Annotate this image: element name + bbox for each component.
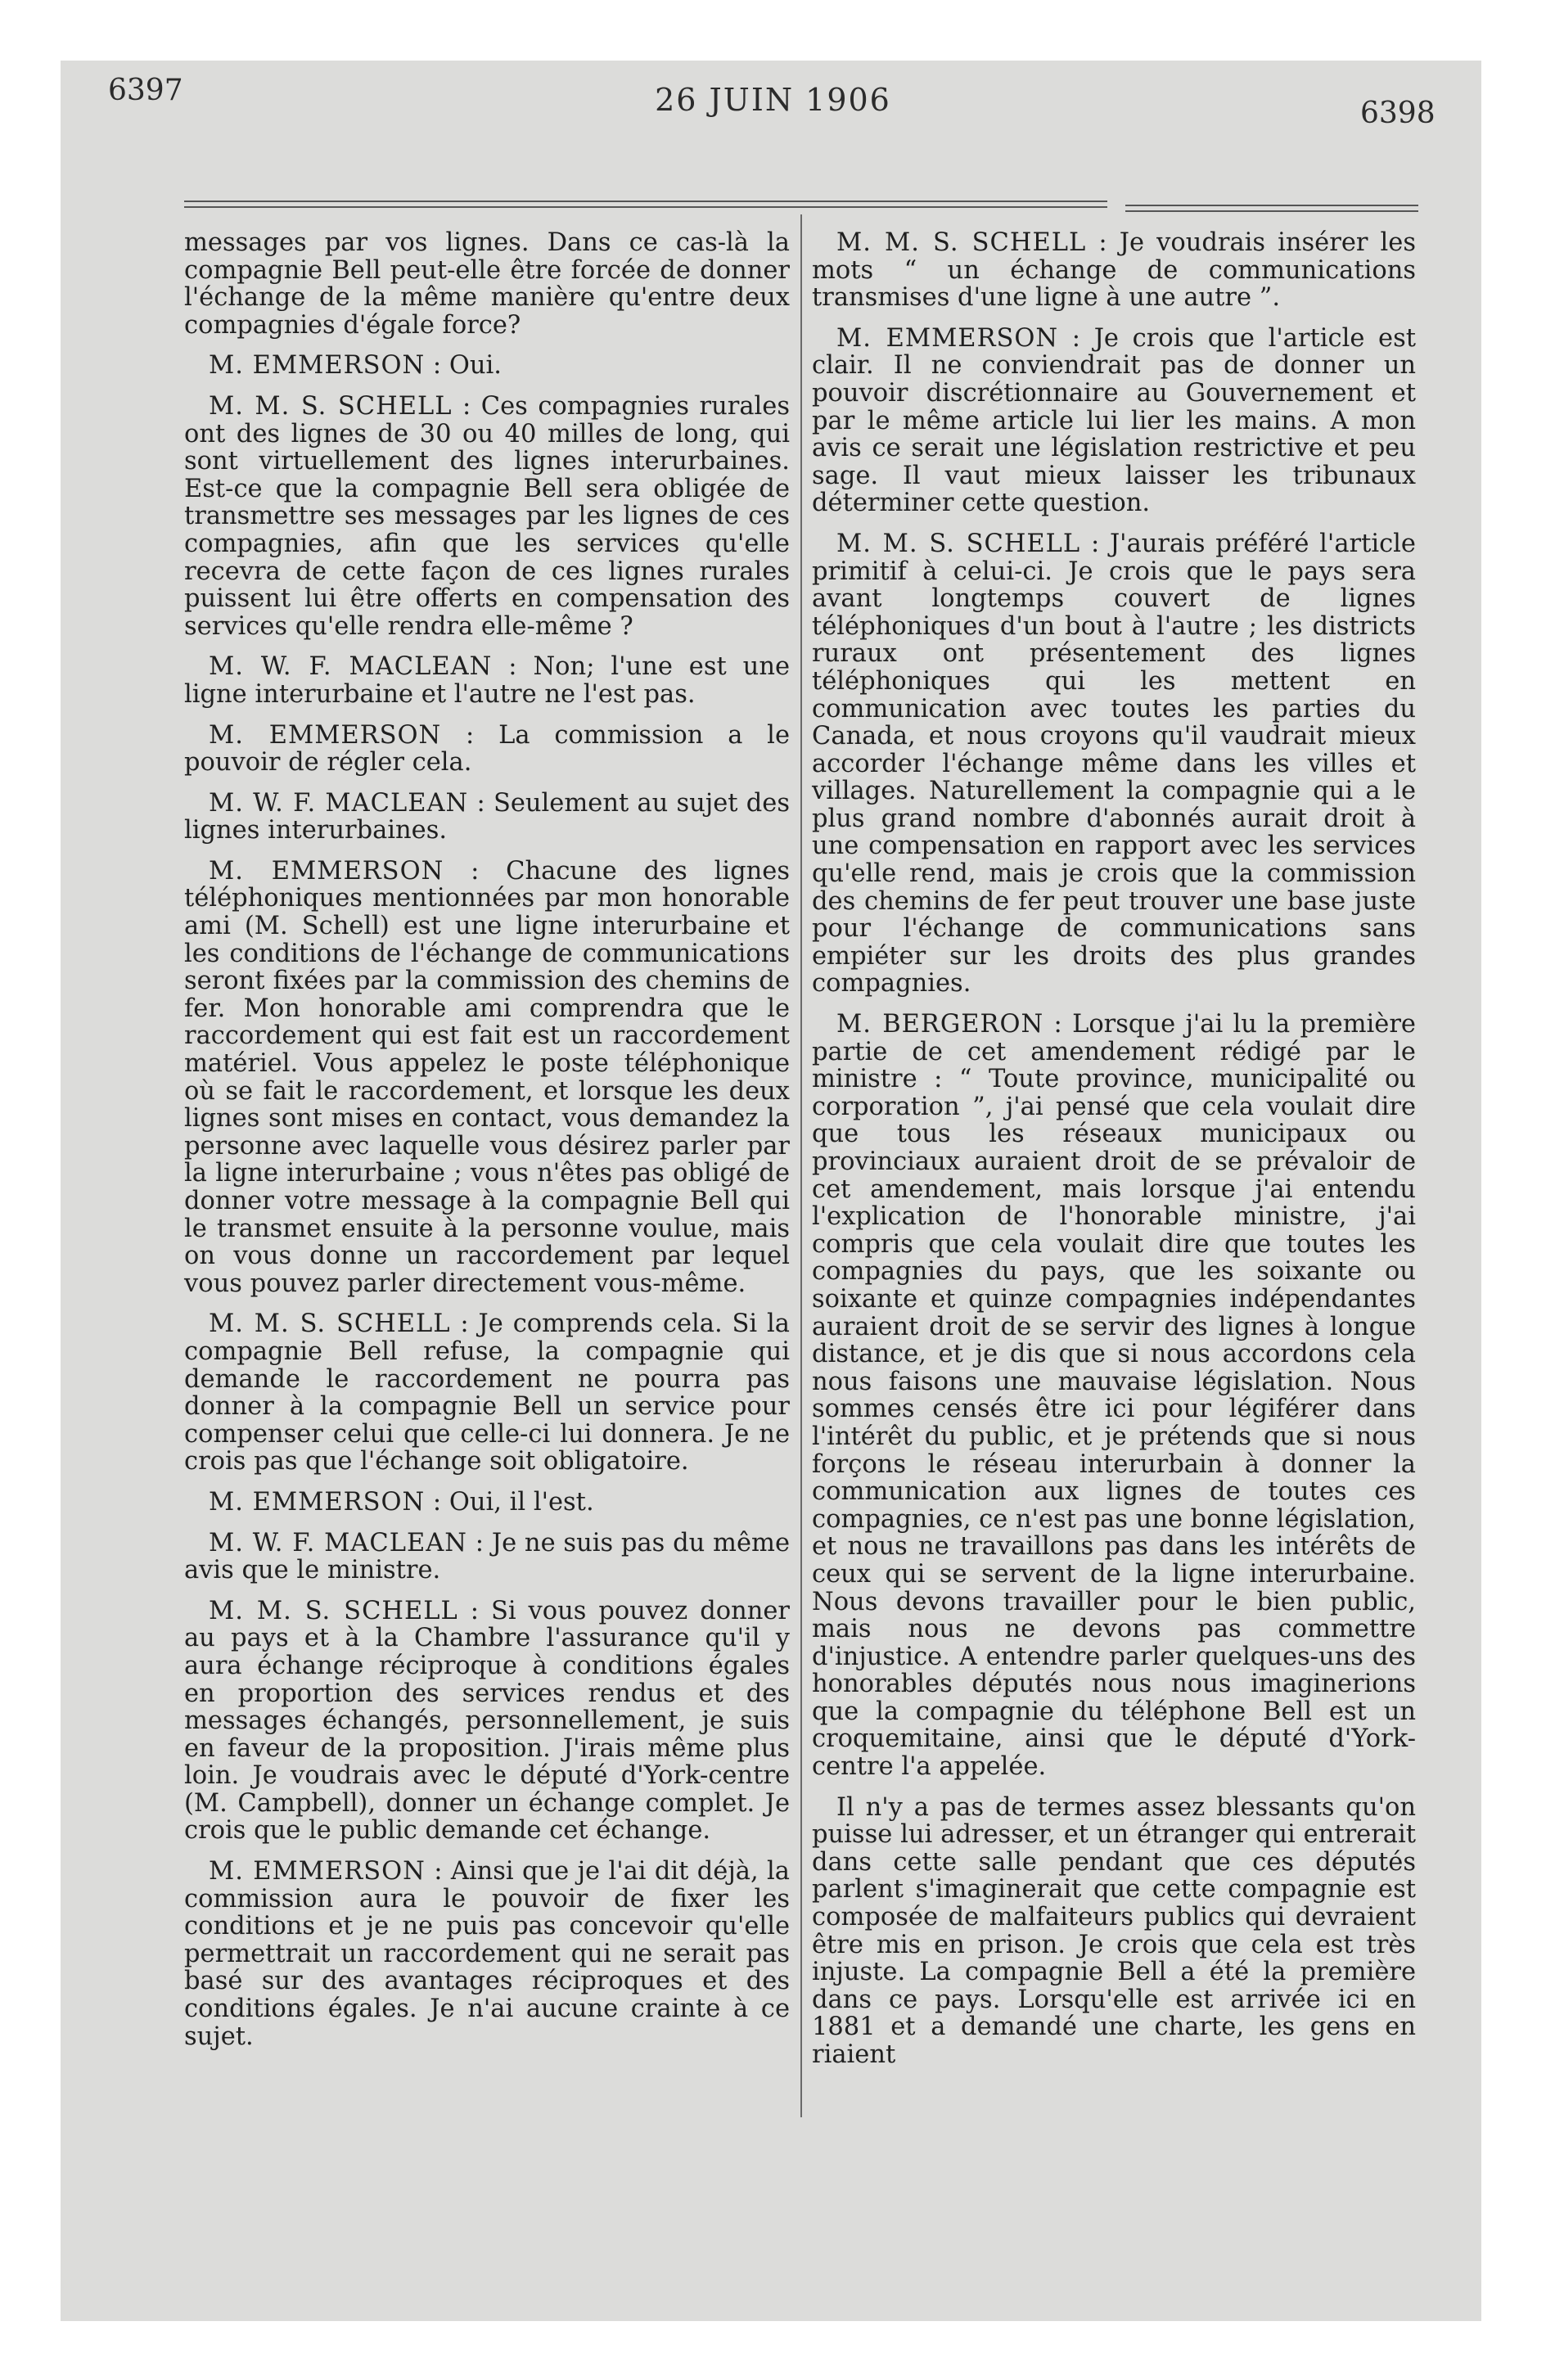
paragraph [812,530,1416,998]
paragraph [812,1794,1416,2069]
paragraph-text: Il n'y a pas de termes assez blessants qu'on puisse lui adresser, et un étranger qui entrerait dans cette salle pendant que ces députés parlent s'imaginerait que cette compagnie est composée de malfaiteurs publics qui devraient être mis en prison. Je crois que cela est très injuste. La compagnie Bell a été la première dans ce pays. Lorsqu'elle est arrivée ici en 1881 et a demandé une charte, les gens en riaient [812,1792,1416,2069]
paragraph [184,1489,790,1517]
paragraph-text: : Chacune des lignes téléphoniques mentionnées par mon honorable ami (M. Schell) est une ligne interurbaine et les conditions de l'échange de communications seront fixées par la commission des chemins de fer. Mon honorable ami comprendra que le raccordement qui est fait est un raccordement matériel. Vous appelez le poste téléphonique où se fait le raccordement, et lorsque les deux lignes sont mises en contact, vous demandez la personne avec laquelle vous désirez parler par la ligne interurbaine ; vous n'êtes pas obligé de donner votre message à la compagnie Bell qui le transmet ensuite à la personne voulue, mais on vous donne un raccordement par lequel vous pouvez parler directement vous-même. [184,856,790,1298]
paragraph-text: : Ces compagnies rurales ont des lignes de 30 ou 40 milles de long, qui sont virtuellement des lignes interurbaines. Est-ce que la compagnie Bell sera obligée de transmettre ses messages par les lignes de ces compagnies, afin que les services qu'elle recevra de cette façon de ces lignes rurales puissent lui être offerts en compensation des services qu'elle rendra elle-même ? [184,391,790,641]
paragraph-text: : Je voudrais insérer les mots “ un échange de communications transmises d'une ligne à une autre ”. [812,228,1416,313]
paragraph [184,790,790,845]
speaker-name: M. M. S. SCHELL [209,1309,451,1339]
paragraph-text: : Non; l'une est une ligne interurbaine et l'autre ne l'est pas. [184,652,791,709]
paragraph [184,653,790,708]
speaker-name: M. BERGERON [836,1010,1044,1039]
paragraph-text: : La commission a le pouvoir de régler cela. [184,720,790,778]
speaker-name: M. W. F. MACLEAN [209,1528,467,1557]
paragraph-text: : Je ne suis pas du même avis que le ministre. [184,1528,790,1585]
header-rule-left [184,201,1107,208]
left-column [184,229,790,2063]
page-number-right: 6398 [1360,97,1436,130]
page-date: 26 JUIN 1906 [655,82,891,118]
paragraph [184,393,790,640]
paragraph-text: : Si vous pouvez donner au pays et à la Chambre l'assurance qu'il y aura échange réciproque à conditions égales en proportion des services rendus et des messages échangés, personnellement, je suis en faveur de la proposition. J'irais même plus loin. Je voudrais avec le député d'York-centre (M. Campbell), donner un échange complet. Je crois que le public demande cet échange. [184,1596,790,1846]
paragraph-text: : Oui. [432,351,502,381]
speaker-name: M. EMMERSON [209,1857,426,1886]
paragraph [184,1530,790,1584]
speaker-name: M. EMMERSON [209,856,444,886]
speaker-name: M. EMMERSON [836,323,1059,353]
page-number-left: 6397 [108,74,183,107]
column-divider [800,214,802,2117]
paragraph-text: : J'aurais préféré l'article primitif à celui-ci. Je crois que le pays sera avant longtemps couvert de lignes téléphoniques d'un bout à l'autre ; les districts ruraux ont présentement des lignes téléphoniques qui les mettent en communication avec toutes les parties du Canada, et nous croyons qu'il vaudrait mieux accorder l'échange même dans les villes et villages. Naturellement la compagnie qui a le plus grand nombre d'abonnés aurait droit à une compensation en rapport avec les services qu'elle rend, mais je crois que la commission des chemins de fer peut trouver une base juste pour l'échange de communications sans empiéter sur les droits des plus grandes compagnies. [812,529,1416,998]
paragraph-text: : Ainsi que je l'ai dit déjà, la commission aura le pouvoir de fixer les conditions et je ne puis pas concevoir qu'elle permettrait un raccordement qui ne serait pas basé sur des avantages réciproques et des conditions égales. Je n'ai aucune crainte à ce sujet. [184,1857,790,2051]
paragraph-text: : Lorsque j'ai lu la première partie de cet amendement rédigé par le ministre : “ Toute province, municipalité ou corporation ”, j'ai pensé que cela voulait dire que tous les réseaux municipaux ou provinciaux auraient droit de se prévaloir de cet amendement, mais lorsque j'ai entendu l'explication de l'honorable ministre, j'ai compris que cela voulait dire que toutes les compagnies du pays, que les soixante ou soixante et quinze compagnies indépendantes auraient droit de se servir des lignes à longue distance, et je dis que si nous accordons cela nous faisons une mauvaise législation. Nous sommes censés être ici pour légiférer dans l'intérêt du public, et je prétends que si nous forçons le réseau interurbain à donner la communication aux lignes de toutes ces compagnies, ce n'est pas une bonne législation, et nous ne travaillons pas dans les intérêts de ceux qui se servent de la ligne interurbaine. Nous devons travailler pour le bien public, mais nous ne devons pas commettre d'injustice. A entendre parler quelques-uns des honorables députés nous nous imaginerions que la compagnie du téléphone Bell est un croquemitaine, ainsi que le député d'York-centre l'a appelée. [812,1010,1416,1782]
header-rule-right [1125,205,1418,212]
speaker-name: M. M. S. SCHELL [836,529,1081,558]
speaker-name: M. EMMERSON [209,351,426,381]
right-column [812,229,1416,2082]
paragraph [184,352,790,380]
paragraph [812,229,1416,312]
speaker-name: M. M. S. SCHELL [209,391,453,421]
paragraph [812,1011,1416,1781]
paragraph [812,325,1416,517]
speaker-name: M. EMMERSON [209,720,442,750]
speaker-name: M. EMMERSON [209,1487,426,1517]
paragraph-text: : Je comprends cela. Si la compagnie Bell refuse, la compagnie qui demande le raccordement ne pourra pas donner à la compagnie Bell un service pour compenser celui que celle-ci lui donnera. Je ne crois pas que l'échange soit obligatoire. [184,1309,790,1476]
speaker-name: M. M. S. SCHELL [209,1596,458,1625]
paragraph [184,858,790,1298]
paragraph [184,1310,790,1476]
paragraph-text: : Seulement au sujet des lignes interurbaines. [184,788,791,845]
paragraph [184,229,790,339]
speaker-name: M. M. S. SCHELL [836,228,1087,257]
paragraph [184,1598,790,1845]
paragraph-text: : Oui, il l'est. [432,1487,594,1517]
paragraph [184,1858,790,2050]
paragraph-text: messages par vos lignes. Dans ce cas-là la compagnie Bell peut-elle être forcée de donner l'échange de la même manière qu'entre deux compagnies d'égale force? [184,228,790,340]
speaker-name: M. W. F. MACLEAN [209,652,493,682]
speaker-name: M. W. F. MACLEAN [209,788,469,818]
paragraph-text: : Je crois que l'article est clair. Il ne conviendrait pas de donner un pouvoir discrétionnaire au Gouvernement et par le même article lui lier les mains. A mon avis ce serait une législation restrictive et peu sage. Il vaut mieux laisser les tribunaux déterminer cette question. [812,323,1416,518]
paragraph [184,722,790,777]
